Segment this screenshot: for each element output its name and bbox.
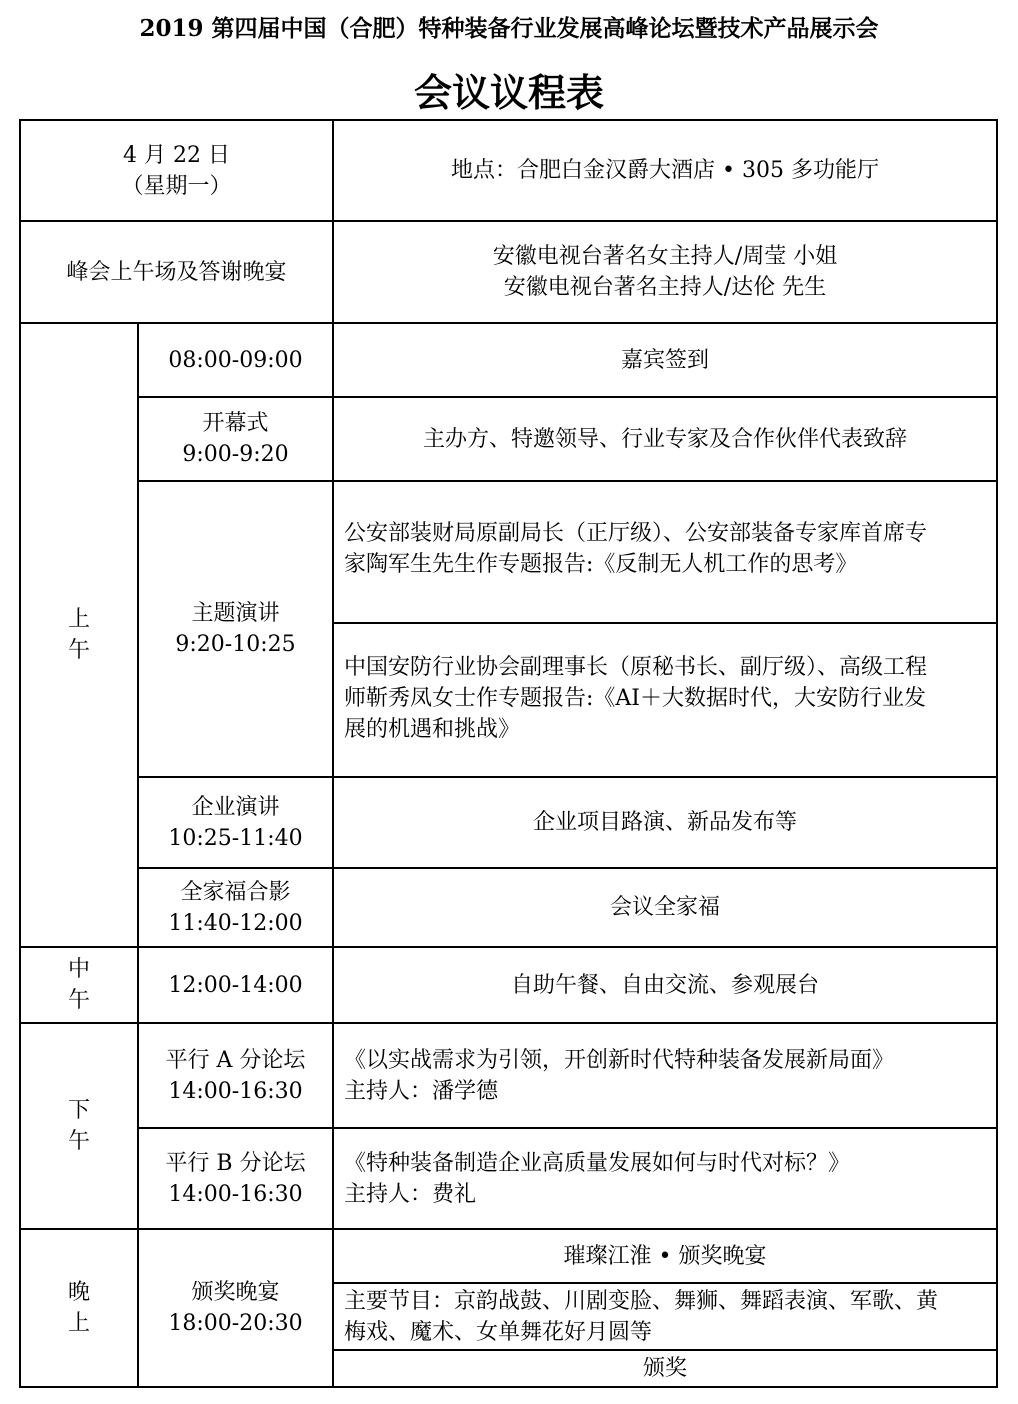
period-noon-char-1: 中	[67, 957, 90, 982]
period-afternoon-char-1: 下	[67, 1098, 90, 1123]
keynote-speech-2-line-1: 中国安防行业协会副理事长（原秘书长、副厅级）、高级工程	[344, 655, 928, 680]
period-evening	[21, 1230, 137, 1386]
lunch-time: 12:00-14:00	[168, 972, 303, 998]
checkin-content-cell	[334, 324, 996, 396]
opening-content-cell	[334, 398, 996, 480]
lunch-time-cell	[139, 948, 332, 1022]
keynote-speech-2-line-3: 展的机遇和挑战》	[344, 717, 521, 742]
lunch-content-cell	[334, 948, 996, 1022]
period-morning	[21, 324, 137, 946]
lunch-content: 自助午餐、自由交流、参观展台	[510, 972, 819, 998]
forum-b-content-cell	[334, 1129, 996, 1228]
keynote-speech-1-line-2: 家陶军生先生作专题报告:《反制无人机工作的思考》	[344, 552, 858, 577]
gala-time: 18:00-20:30	[168, 1311, 303, 1336]
gala-program-line-1: 主要节目：京韵战鼓、川剧变脸、舞狮、舞蹈表演、军歌、黄	[344, 1288, 939, 1314]
checkin-time: 08:00-09:00	[168, 347, 303, 373]
date-text: 4 月 22 日	[123, 142, 230, 168]
opening-time-cell	[139, 398, 332, 480]
enterprise-time-cell	[139, 778, 332, 867]
location-cell	[334, 121, 996, 220]
period-afternoon-char-2: 午	[67, 1129, 90, 1154]
forum-a-time: 14:00-16:30	[168, 1078, 303, 1104]
opening-name: 开幕式	[202, 411, 269, 436]
forum-b-topic: 《特种装备制造企业高质量发展如何与时代对标？》	[344, 1150, 851, 1176]
enterprise-content: 企业项目路演、新品发布等	[532, 810, 797, 835]
forum-b-host: 主持人：费礼	[344, 1181, 477, 1207]
gala-program-cell	[334, 1284, 996, 1349]
document-title: 会议议程表	[413, 70, 604, 115]
session-label-cell	[21, 222, 332, 322]
period-evening-char-1: 晚	[67, 1280, 90, 1305]
period-noon	[21, 948, 137, 1022]
period-noon-char-2: 午	[67, 988, 90, 1013]
forum-a-content-cell	[334, 1024, 996, 1127]
gala-award: 颁奖	[642, 1356, 687, 1381]
checkin-time-cell	[139, 324, 332, 396]
document-subtitle: 2019 第四届中国（合肥）特种装备行业发展高峰论坛暨技术产品展示会	[139, 15, 879, 42]
keynote-time: 9:20-10:25	[175, 632, 296, 657]
forum-a-name: 平行 A 分论坛	[165, 1047, 306, 1073]
gala-title-cell	[334, 1230, 996, 1282]
forum-b-time-cell	[139, 1129, 332, 1228]
gala-program-line-2: 梅戏、魔术、女单舞花好月圆等	[344, 1319, 653, 1345]
gala-title: 璀璨江淮 • 颁奖晚宴	[563, 1243, 767, 1269]
period-evening-char-2: 上	[67, 1311, 90, 1336]
forum-a-time-cell	[139, 1024, 332, 1127]
host-2: 安徽电视台著名主持人/达伦 先生	[503, 275, 827, 300]
host-1: 安徽电视台著名女主持人/周莹 小姐	[492, 244, 838, 269]
location-text: 地点：合肥白金汉爵大酒店 • 305 多功能厅	[451, 158, 879, 183]
forum-a-topic: 《以实战需求为引领，开创新时代特种装备发展新局面》	[344, 1047, 895, 1073]
weekday-text: （星期一）	[121, 173, 232, 199]
period-afternoon	[21, 1024, 137, 1228]
forum-b-name: 平行 B 分论坛	[165, 1150, 306, 1176]
keynote-name: 主题演讲	[191, 601, 280, 626]
photo-content: 会议全家福	[609, 895, 720, 920]
checkin-content: 嘉宾签到	[620, 347, 709, 373]
keynote-speech-2-line-2: 师靳秀凤女士作专题报告:《AI＋大数据时代，大安防行业发	[344, 686, 926, 711]
session-label: 峰会上午场及答谢晚宴	[66, 259, 287, 285]
gala-time-cell	[139, 1230, 332, 1386]
period-morning-char-1: 上	[67, 607, 90, 632]
date-cell	[21, 121, 332, 220]
photo-name: 全家福合影	[180, 879, 291, 905]
enterprise-content-cell	[334, 778, 996, 867]
enterprise-name: 企业演讲	[191, 794, 280, 820]
gala-name: 颁奖晚宴	[191, 1280, 280, 1305]
gala-award-cell	[334, 1351, 996, 1386]
period-morning-char-2: 午	[67, 638, 90, 663]
photo-content-cell	[334, 869, 996, 946]
forum-b-time: 14:00-16:30	[168, 1181, 303, 1207]
enterprise-time: 10:25-11:40	[168, 825, 303, 851]
hosts-cell	[334, 222, 996, 322]
opening-time: 9:00-9:20	[182, 442, 289, 467]
opening-content: 主办方、特邀领导、行业专家及合作伙伴代表致辞	[422, 426, 907, 452]
photo-time-cell	[139, 869, 332, 946]
forum-a-host: 主持人：潘学德	[344, 1078, 499, 1104]
keynote-speech-2-cell	[334, 624, 996, 776]
keynote-speech-1-cell	[334, 482, 996, 622]
photo-time: 11:40-12:00	[168, 910, 303, 936]
keynote-time-cell	[139, 482, 332, 776]
keynote-speech-1-line-1: 公安部装财局原副局长（正厅级）、公安部装备专家库首席专	[344, 521, 928, 546]
